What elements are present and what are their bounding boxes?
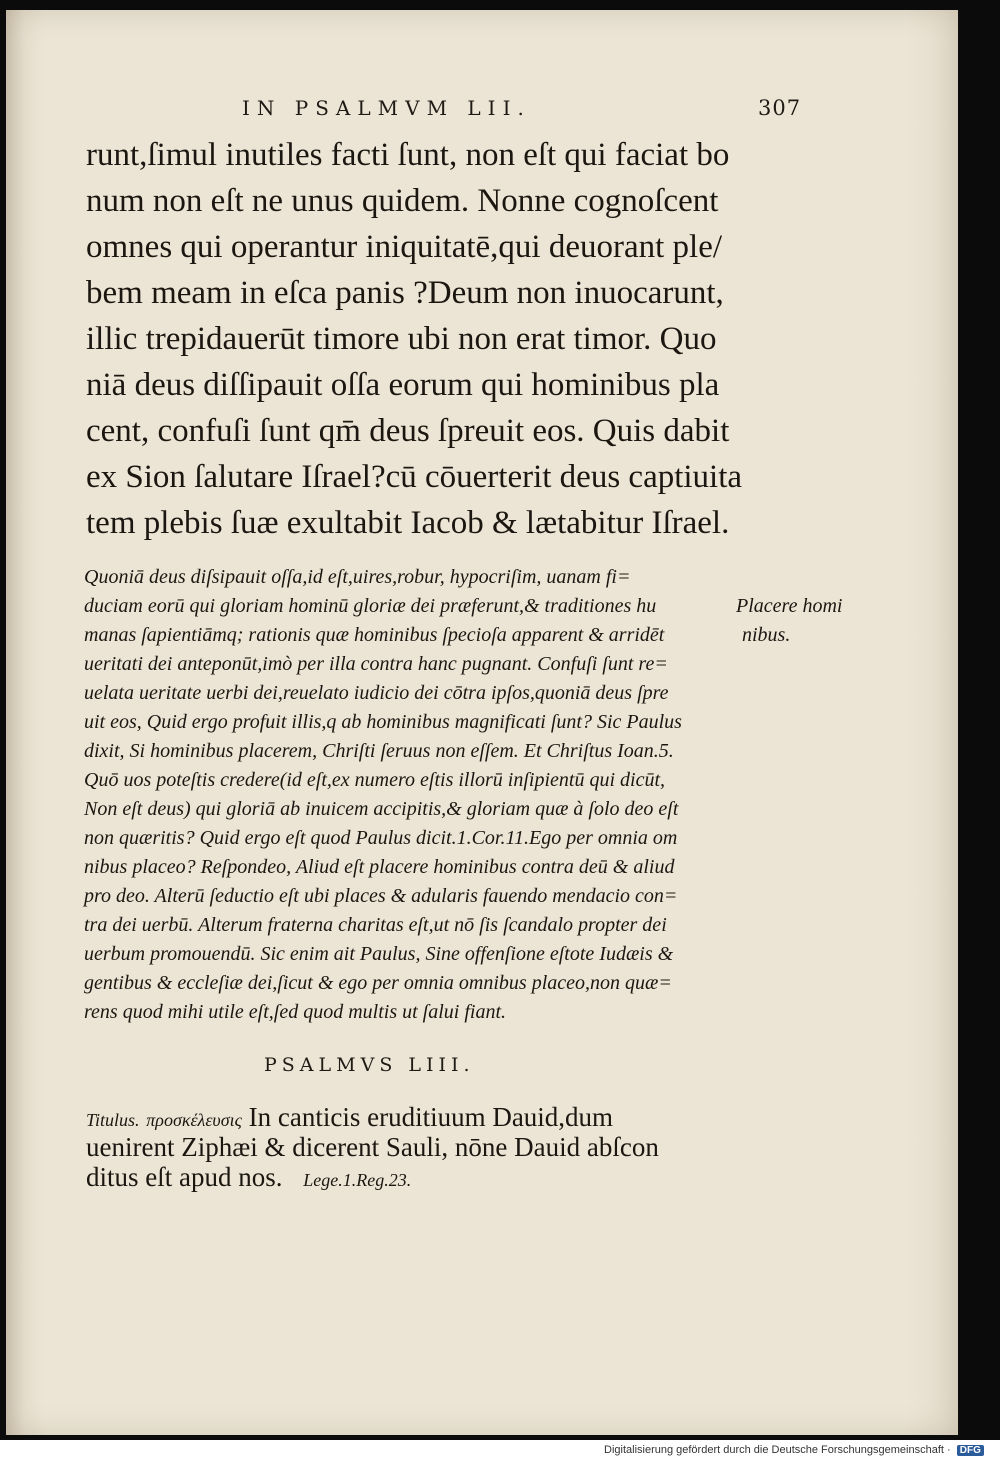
page-number: 307	[758, 96, 802, 120]
margin-note	[736, 592, 842, 650]
commentary-line: Non eſt deus) qui gloriā ab inuicem accipitis,& gloriam quæ à ſolo deo eſt	[84, 798, 679, 820]
text-line: illic trepidauerūt timore ubi non erat timor. Quo	[86, 321, 717, 357]
commentary-line: ueritati dei anteponūt,imò per illa contra hanc pugnant. Confuſi ſunt re=	[84, 653, 668, 675]
title-line: uenirent Ziphæi & dicerent Sauli, nōne Dauid abſcon	[86, 1132, 659, 1162]
title-label: Titulus.	[86, 1110, 140, 1130]
commentary-line: uit eos, Quid ergo profuit illis,q ab hominibus magnificati ſunt? Sic Paulus	[84, 711, 682, 733]
footer-text: Digitalisierung gefördert durch die Deutsche Forschungsgemeinschaft ·	[604, 1444, 951, 1456]
commentary-line: tra dei uerbū. Alterum fraterna charitas eſt,ut nō ſis ſcandalo propter dei	[84, 914, 667, 936]
book-page	[6, 10, 958, 1435]
text-line: tem plebis ſuæ exultabit Iacob & lætabitur Iſrael.	[86, 505, 730, 541]
commentary-line: rens quod mihi utile eſt,ſed quod multis ut ſalui fiant.	[84, 1001, 507, 1023]
text-line: runt,ſimul inutiles facti ſunt, non eſt qui faciat bo	[86, 137, 730, 173]
text-line: niā deus diſſipauit oſſa eorum qui hominibus pla	[86, 367, 720, 403]
title-text: In canticis eruditiuum Dauid,dum	[248, 1102, 614, 1132]
text-line: ex Sion ſalutare Iſrael?cū cōuerterit deus captiuita	[86, 459, 743, 495]
commentary-line: Quō uos poteſtis credere(id eſt,ex numero eſtis illorū inſipientū qui dicūt,	[84, 769, 666, 791]
title-line	[86, 1162, 659, 1192]
margin-note-line: Placere homi	[736, 595, 843, 617]
margin-note-line: nibus.	[742, 624, 791, 646]
commentary-line: gentibus & eccleſiæ dei,ſicut & ego per omnia omnibus placeo,non quæ=	[84, 972, 672, 994]
commentary-line: dixit, Si hominibus placerem, Chriſti ſeruus non eſſem. Et Chriſtus Ioan.5.	[84, 740, 674, 762]
title-text: ditus eſt apud nos.	[86, 1162, 283, 1192]
commentary	[84, 563, 744, 1027]
text-line: bem meam in eſca panis ?Deum non inuocarunt,	[86, 275, 724, 311]
commentary-line: duciam eorū qui gloriam hominū gloriæ dei præferunt,& traditiones hu	[84, 595, 657, 617]
commentary-line: uerbum promouendū. Sic enim ait Paulus, Sine offenſione eſtote Iudæis &	[84, 943, 674, 965]
text-line: num non eſt ne unus quidem. Nonne cognoſcent	[86, 183, 719, 219]
dfg-logo-icon: DFG	[957, 1445, 984, 1456]
commentary-line: nibus placeo? Reſpondeo, Aliud eſt placere hominibus contra deū & aliud	[84, 856, 675, 878]
greek-word: προσκέλευσις	[146, 1110, 242, 1130]
commentary-line: pro deo. Alterū ſeductio eſt ubi places & adularis fauendo mendacio con=	[84, 885, 678, 907]
footer-credit	[604, 1444, 984, 1456]
psalm-text	[86, 132, 746, 546]
psalm-heading: PSALMVS LIII.	[264, 1054, 475, 1076]
title-block	[86, 1102, 659, 1192]
commentary-line: uelata ueritate uerbi dei,reuelato iudicio dei cōtra ipſos,quoniā deus ſpre	[84, 682, 669, 704]
commentary-line: non quæritis? Quid ergo eſt quod Paulus dicit.1.Cor.11.Ego per omnia om	[84, 827, 678, 849]
text-line: cent, confuſi ſunt qm̄ deus ſpreuit eos. Quis dabit	[86, 413, 730, 449]
bible-reference: Lege.1.Reg.23.	[303, 1170, 412, 1190]
title-line	[86, 1102, 659, 1132]
running-head: IN PSALMVM LII.	[242, 96, 531, 120]
commentary-line: manas ſapientiāmq; rationis quæ hominibus ſpecioſa apparent & arridēt	[84, 624, 665, 646]
text-line: omnes qui operantur iniquitatē,qui deuorant ple/	[86, 229, 723, 265]
commentary-line: Quoniā deus diſsipauit oſſa,id eſt,uires,robur, hypocriſim, uanam fi=	[84, 566, 631, 588]
